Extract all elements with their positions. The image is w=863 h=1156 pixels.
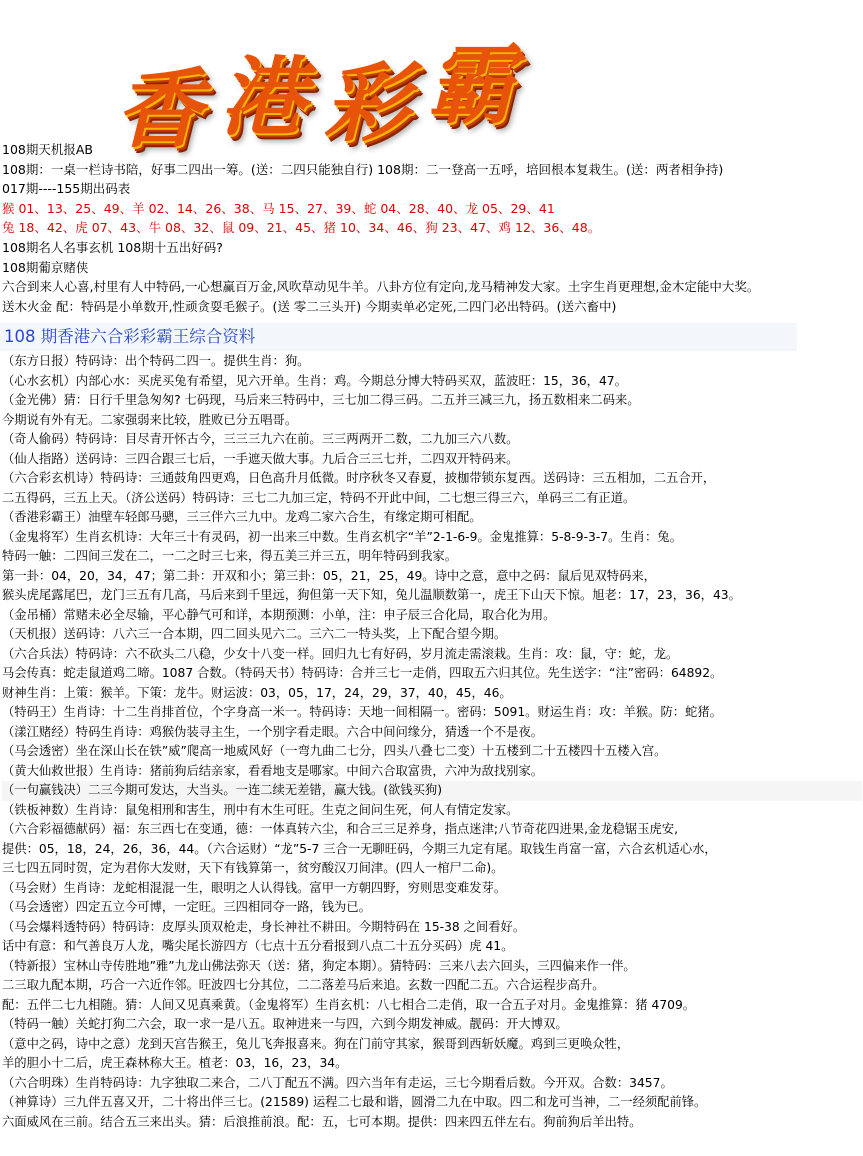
- content-line: 特码一触：二四间三发在二，一二之时三七来，得五美三并三五，明年特码到我家。: [2, 549, 457, 563]
- content-line: 话中有意：和气善良万人龙，嘴尖尾长游四方（七点十五分看报到八点二十五分买码）虎 41。: [2, 939, 514, 953]
- content-line: （特新报）宝林山寺传胜地”雅”九龙山佛法弥天（送：猪，狗定本期）。猜特码：三来八去六回头，三四偏来作一伴。: [2, 958, 636, 973]
- section-title: 108 期香港六合彩彩霸王综合资料: [0, 323, 797, 351]
- header-line: 猴 01、13、25、49、羊 02、14、26、38、马 15、27、39、蛇 04、28、40、龙 05、29、41: [2, 200, 555, 216]
- header-line: 108期天机报AB: [2, 142, 93, 157]
- content-line: 配：五伴二七九相随。猜：人间又见真乘黄。（金鬼将军）生肖玄机：八七相合二走俏，取一合五子对月。金鬼推算：猪 4709。: [2, 997, 696, 1012]
- content-line: （天机报）送码诗：八六三一合本期，四二回头见六二。三六二一特头奖，上下配合望今期。: [2, 627, 507, 641]
- header-text-block: [2, 140, 862, 316]
- content-line: （奇人偷码）特码诗：目尽青开怀古今，三三三九六在前。三三两两开二数，二九加三六八数。: [2, 432, 519, 446]
- content-line: 马会传真：蛇走鼠道鸡二啼。1087 合数。（特码天书）特码诗：合并三七一走俏，四取五六归其位。先生送字：“注”密码：64892。: [2, 666, 723, 680]
- content-line: （特码王）生肖诗：十二生肖排首位，个字身高一米一。特码诗：天地一间相隔一。密码：5091。财运生肖：攻：羊猴。防：蛇猪。: [2, 705, 722, 719]
- content-line: 二五得码，三五上天。（济公送码）特码诗：三七二九加三定，特码不开此中间，二七想三得三六，单码三二有正道。: [2, 490, 636, 505]
- content-line: （六合彩玄机诗）特码诗：三通鼓角四更鸡，日色高升月低微。时序秋冬又春夏，披枷带锁东复西。送码诗：三五相加，二五合开，: [2, 471, 716, 485]
- content-line: 今期说有外有无。二家强弱来比较，胜败已分五唱哥。: [2, 412, 298, 427]
- content-line: （一句赢钱决）二三今期可发达，大当头。一连二续无差错，赢大钱。(欲钱买狗): [2, 781, 862, 801]
- content-line: 六面威风在三前。结合五三来出头。猜：后浪推前浪。配：五，七可本期。提供：四来四五伴左右。狗前狗后羊出特。: [2, 1114, 642, 1129]
- header-line: 108期葡京赌侠: [2, 259, 89, 275]
- content-line: （仙人指路）送码诗：三四合跟三七后，一手遮天做大事。九后合三三七并，二四双开特码来。: [2, 451, 519, 466]
- content-line: （香港彩霸王）油壁车轻郎马骢，三三伴六三九中。龙鸡二家六合生，有缘定期可相配。: [2, 510, 482, 524]
- content-line: 财神生肖：上策：猴羊。下策：龙牛。财运波：03，05，17，24，29，37，40，45，46。: [2, 685, 512, 700]
- main-text-block: [2, 352, 862, 1132]
- content-line: 二三取九配本期，巧合一六近作邻。旺波四七分其位，二二落差马后来追。玄数一四配二五。六合运程步高升。: [2, 978, 605, 992]
- content-line: （六合明珠）生肖特码诗：九字独取二来合，二八丁配五不满。四六当年有走运，三七今期看后数。今开双。合数：3457。: [2, 1075, 673, 1090]
- header-line: 六合到来人心喜,村里有人中特码,一心想赢百万金,风吹草动见牛羊。八卦方位有定向,龙马精神发大家。土字生肖更理想,金木定能中大奖。: [2, 279, 760, 295]
- content-line: 三七四五同时贺，定为君你大发财，天下有钱算第一，贫穷酸汉刀间津。(四人一棺尸二命)。: [2, 861, 504, 875]
- content-line: 提供：05，18，24，26，36，44。（六合运财）“龙”5-7 三合一无聊旺码，今期三九定有尾。取钱生肖富一富，六合玄机适心水，: [2, 841, 717, 856]
- content-line: （心水玄机）内部心水：买虎买兔有希望，见六开单。生肖：鸡。今期总分博大特码买双，蓝波旺：15，36，47。: [2, 373, 627, 388]
- content-line: （马会财）生肖诗：龙蛇相混混一生，眼明之人认得钱。富甲一方朝四野，穷则思变难发芽。: [2, 880, 507, 895]
- content-line: （漾江赌经）特码生肖诗：鸡猴伪装寻主生，一个别字看走眼。六合中间问缘分，猜透一个不是夜。: [2, 724, 544, 739]
- content-line: 第一卦：04，20，34，47；第二卦：开双和小；第三卦：05，21，25，49。诗中之意，意中之码：鼠后见双特码来，: [2, 568, 656, 583]
- banner-char: 港: [214, 47, 326, 148]
- content-line: （马会透密）坐在深山长在铁”威”爬高一地威风好（一弯九曲二七分，四头八叠七二变）十五楼到二十五楼四十五楼入宫。: [2, 744, 667, 758]
- header-line: 108期名人名事玄机 108期十五出好码?: [2, 239, 223, 255]
- header-line: 017期----155期出码表: [2, 181, 131, 197]
- banner-char: 彩: [318, 53, 430, 154]
- content-line: （六合兵法）特码诗：六不砍头二八稳，少女十八变一样。回归九七有好码，岁月流走需滚栽。生肖：攻：鼠，守：蛇，龙。: [2, 646, 679, 661]
- content-line: （金吊桶）常赌未必全尽输，平心静气可和详，本期预测：小单，注：申子辰三合化局，取合化为用。: [2, 607, 556, 622]
- content-line: （金光佛）猜：日行千里急匆匆? 七码现，马后来三特码中，三七加二得三码。二五并三减三九，扬五数相来二码来。: [2, 393, 640, 407]
- content-line: （特码一触）关蛇打狗二六会，取一求一是八五。取神进来一与四，六到今期发神威。靓码：开大博双。: [2, 1017, 568, 1031]
- content-line: （马会透密）四定五立今可博，一定旺。三四相同夺一路，钱为已。: [2, 900, 371, 914]
- banner-char: 香: [110, 59, 222, 160]
- content-line: （意中之码，诗中之意）龙到天宫告猴王，兔儿飞奔报喜来。狗在门前守其家，猴哥到西斩妖魔。鸡到三更唤众牲，: [2, 1036, 630, 1051]
- content-line: （金鬼将军）生肖玄机诗：大年三十有灵码，初一出来三中数。生肖玄机字“羊”2-1-6-9。金鬼推算：5-8-9-3-7。生肖：兔。: [2, 529, 682, 544]
- content-line: （神算诗）三九伴五喜又开，二十将出伴三七。(21589) 运程二七最和谐，圆滑二九在中取。四二和龙可当神，二一经须配前锋。: [2, 1095, 707, 1109]
- header-line: 108期：一桌一栏诗书陪，好事二四出一筹。(送：二四只能独自行) 108期：二一登高一五呼，培回根本复栽生。(送：两者相争持): [2, 161, 724, 177]
- header-line: 兔 18、42、虎 07、43、牛 08、32、鼠 09、21、45、猪 10、34、46、狗 23、47、鸡 12、36、48。: [2, 220, 601, 236]
- content-line: （黄大仙救世报）生肖诗：猪前狗后结亲家，看看地支是哪家。中间六合取富贵，六冲为敌找别家。: [2, 763, 544, 778]
- banner-logo: [110, 22, 535, 160]
- content-line: （铁板神数）生肖诗：鼠兔相刑和害生，刑中有木生可旺。生克之间问生死，何人有情定发家。: [2, 802, 519, 817]
- content-line: （东方日报）特码诗：出个特码二四一。提供生肖：狗。: [2, 354, 310, 368]
- content-line: 羊的胆小十二后，虎王森林称大王。植老：03，16，23，34。: [2, 1056, 348, 1070]
- content-line: （马会爆料透特码）特码诗：皮厚头顶双枪走，身长神社不耕田。今期特码在 15-38 之间看好。: [2, 919, 526, 934]
- content-line: （六合彩福德献码）福：东三西七在变通，德：一体真转六尘，和合三三足养身，指点迷津;八节奇花四进果,金龙稳锯玉虎安,: [2, 822, 678, 836]
- content-line: 猴头虎尾露尾巴，龙门三五有几高，马后来到千里远，狗但第一天下知，兔儿温顺数第一，虎王下山天下惊。旭老：17，23，36，43。: [2, 588, 741, 602]
- banner-char: 霸: [422, 35, 534, 136]
- header-line: 送木火金 配：特码是小单数开,性顽贪耍毛猴子。(送 零二三头开) 今期卖单必定死,二四门必出特码。(送六畜中): [2, 298, 617, 314]
